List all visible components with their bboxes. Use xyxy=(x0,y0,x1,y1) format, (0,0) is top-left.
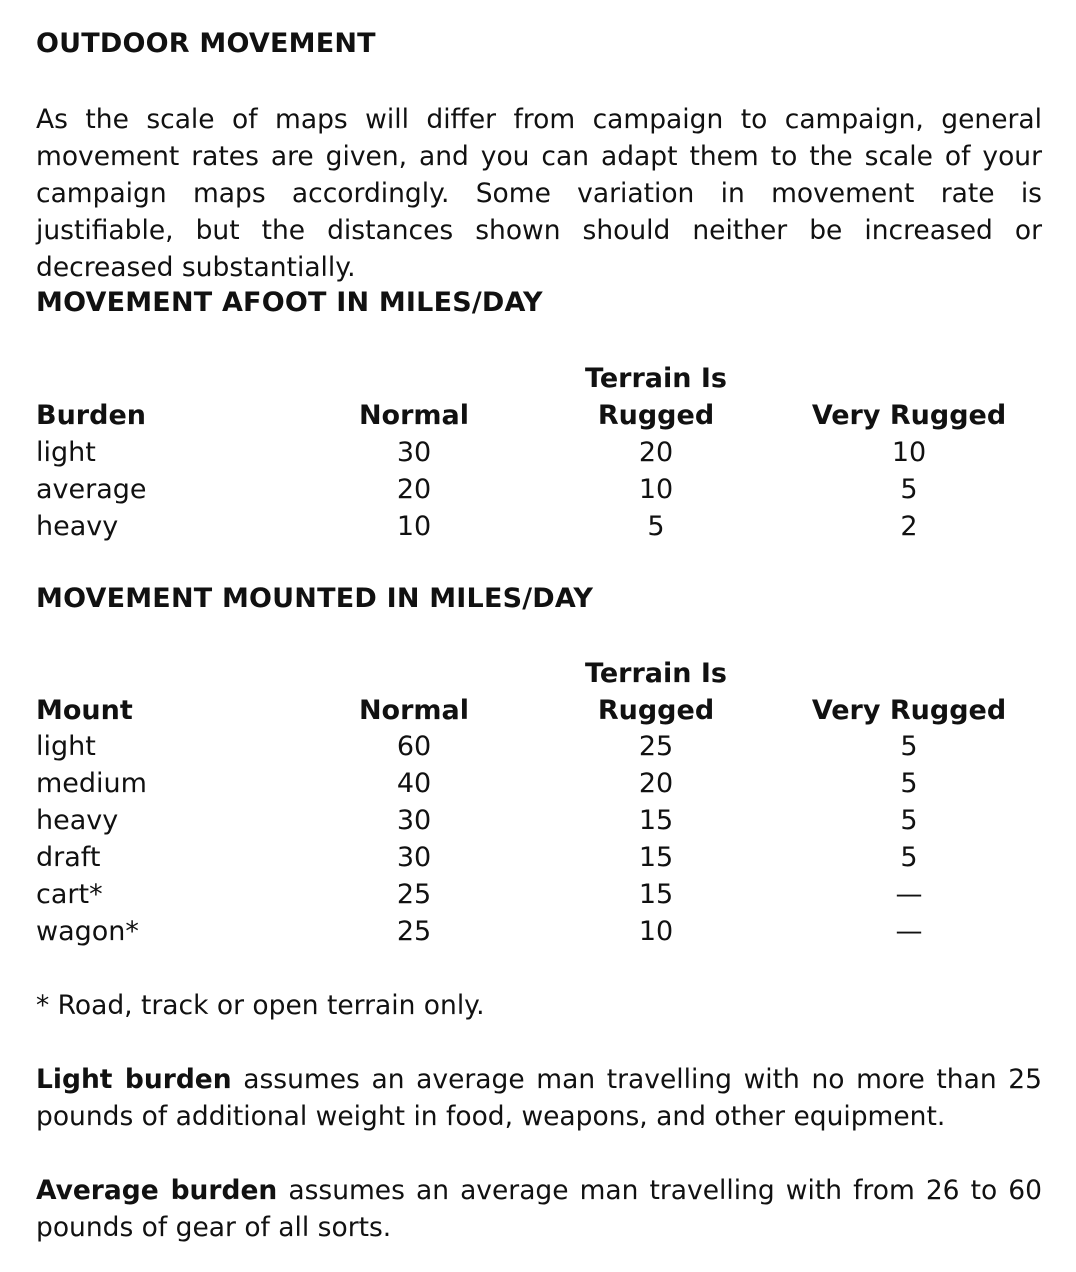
table-cell: 5 xyxy=(900,805,918,836)
table-cell: cart* xyxy=(36,879,103,910)
mounted-header-very-rugged: Very Rugged xyxy=(811,695,1007,726)
mounted-header-mount: Mount xyxy=(36,695,133,726)
mounted-header-normal: Normal xyxy=(358,695,470,726)
table-cell: draft xyxy=(36,842,101,873)
table-cell: light xyxy=(36,731,96,762)
table-cell: 10 xyxy=(396,511,432,542)
afoot-header-rugged: Rugged xyxy=(597,400,715,431)
table-cell: — xyxy=(895,916,923,947)
table-cell: 25 xyxy=(396,879,432,910)
page-title: OUTDOOR MOVEMENT xyxy=(36,28,376,59)
table-cell: 5 xyxy=(647,511,665,542)
table-cell: 30 xyxy=(396,805,432,836)
afoot-header-normal: Normal xyxy=(358,400,470,431)
mounted-terrain-superheader: Terrain Is xyxy=(585,658,727,689)
table-cell: average xyxy=(36,474,147,505)
table-cell: 15 xyxy=(638,842,674,873)
afoot-terrain-superheader: Terrain Is xyxy=(585,363,727,394)
table-cell: 25 xyxy=(396,916,432,947)
table-cell: heavy xyxy=(36,805,119,836)
table-cell: 40 xyxy=(396,768,432,799)
table-cell: 25 xyxy=(638,731,674,762)
table-cell: 15 xyxy=(638,805,674,836)
mounted-header-rugged: Rugged xyxy=(597,695,715,726)
table-cell: — xyxy=(895,879,923,910)
afoot-section-title: MOVEMENT AFOOT IN MILES/DAY xyxy=(36,287,543,318)
intro-paragraph: As the scale of maps will differ from campaign to campaign, general movement rates are given, and you can adapt them to the scale of your campaign maps accordingly. Some variation in movement rate is justifiable, but the distances shown should neither be increased or decreased substantially. xyxy=(36,104,1042,283)
footnote: * Road, track or open terrain only. xyxy=(36,990,485,1021)
table-cell: light xyxy=(36,437,96,468)
table-cell: 5 xyxy=(900,842,918,873)
mounted-section-title: MOVEMENT MOUNTED IN MILES/DAY xyxy=(36,583,594,614)
table-cell: 10 xyxy=(891,437,927,468)
average-burden-paragraph xyxy=(36,1172,1042,1246)
table-cell: wagon* xyxy=(36,916,139,947)
table-cell: 30 xyxy=(396,437,432,468)
table-cell: 30 xyxy=(396,842,432,873)
table-cell: 15 xyxy=(638,879,674,910)
table-cell: 5 xyxy=(900,474,918,505)
light-burden-term: Light burden xyxy=(36,1064,232,1095)
afoot-header-burden: Burden xyxy=(36,400,146,431)
table-cell: medium xyxy=(36,768,147,799)
table-cell: 5 xyxy=(900,731,918,762)
table-cell: 10 xyxy=(638,916,674,947)
table-cell: 10 xyxy=(638,474,674,505)
light-burden-paragraph xyxy=(36,1061,1042,1135)
table-cell: 20 xyxy=(638,437,674,468)
average-burden-term: Average burden xyxy=(36,1175,278,1206)
table-cell: 5 xyxy=(900,768,918,799)
average-burden-text: assumes an average man travelling with from 26 to 60 pounds of gear of all sorts. xyxy=(36,1175,1042,1243)
table-cell: heavy xyxy=(36,511,119,542)
table-cell: 20 xyxy=(638,768,674,799)
table-cell: 2 xyxy=(900,511,918,542)
afoot-header-very-rugged: Very Rugged xyxy=(811,400,1007,431)
light-burden-text: assumes an average man travelling with no more than 25 pounds of additional weight in food, weapons, and other equipment. xyxy=(36,1064,1042,1132)
table-cell: 60 xyxy=(396,731,432,762)
table-cell: 20 xyxy=(396,474,432,505)
